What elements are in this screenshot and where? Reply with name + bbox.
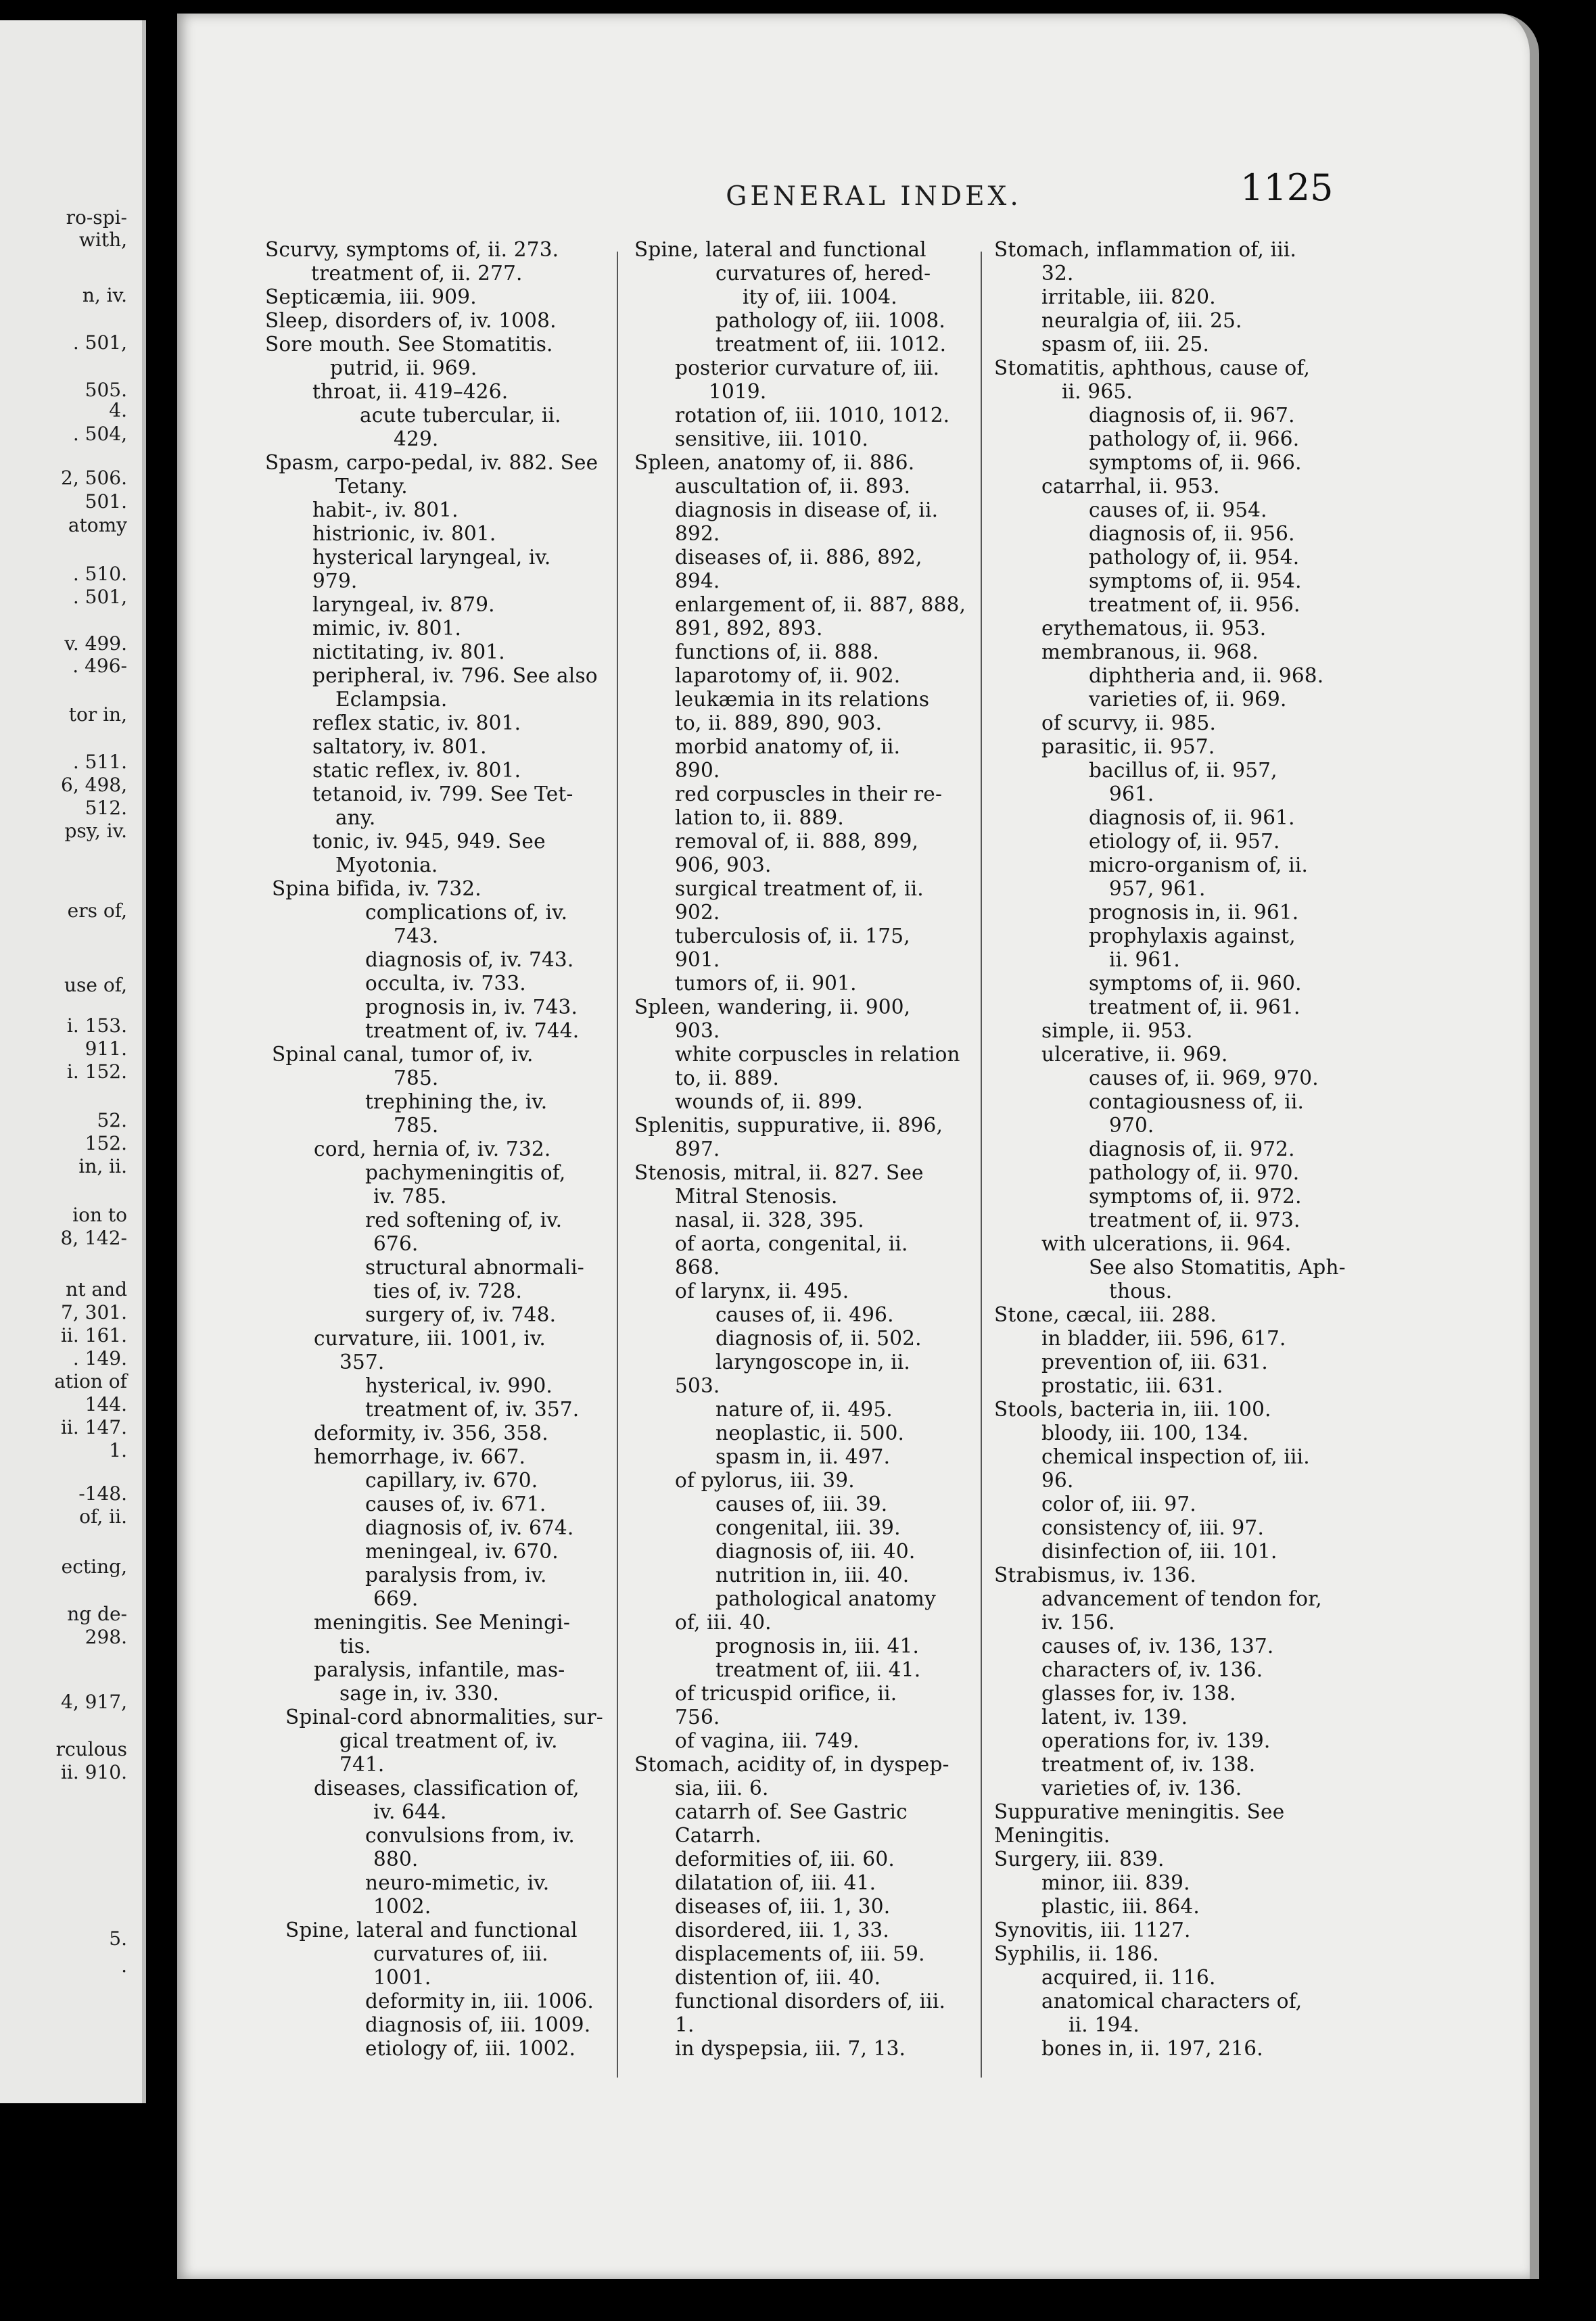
index-entry: to, ii. 889, 890, 903. (675, 711, 883, 734)
index-entry: ii. 961. (1109, 948, 1180, 971)
index-entry: 676. (373, 1232, 419, 1255)
index-entry: complications of, iv. (365, 901, 568, 924)
index-entry: treatment of, ii. 956. (1089, 593, 1300, 616)
facing-page-fragment: ro-spi- (66, 206, 127, 229)
index-entry: white corpuscles in relation (675, 1043, 960, 1066)
index-entry: red corpuscles in their re- (675, 782, 943, 805)
index-entry: diagnosis of, iv. 674. (365, 1516, 574, 1539)
index-entry: surgery of, iv. 748. (365, 1303, 557, 1326)
index-entry: laryngeal, iv. 879. (312, 593, 495, 616)
index-entry: nutrition in, iii. 40. (715, 1564, 910, 1587)
index-entry: 880. (373, 1848, 419, 1871)
index-entry: diagnosis of, ii. 967. (1089, 404, 1295, 427)
index-entry: diagnosis of, iii. 40. (715, 1540, 916, 1563)
index-entry: 890. (675, 759, 720, 782)
facing-page-fragment: i. 152. (66, 1060, 127, 1083)
index-entry: diseases of, iii. 1, 30. (675, 1895, 891, 1918)
index-entry: pachymeningitis of, (365, 1161, 566, 1184)
page-number: 1125 (1240, 166, 1334, 209)
facing-page-fragment: ers of, (67, 899, 127, 922)
index-entry: etiology of, ii. 957. (1089, 830, 1280, 853)
index-entry: deformity, iv. 356, 358. (314, 1422, 548, 1445)
index-entry: functional disorders of, iii. (675, 1990, 946, 2013)
index-entry: tuberculosis of, ii. 175, (675, 924, 910, 947)
facing-page-fragment: in, ii. (78, 1155, 127, 1177)
index-entry: causes of, iv. 136, 137. (1041, 1635, 1274, 1658)
index-entry: Stenosis, mitral, ii. 827. See (634, 1161, 924, 1184)
facing-page-fragment: 52. (97, 1109, 127, 1131)
index-entry: distention of, iii. 40. (675, 1966, 881, 1989)
facing-page-fragment: atomy (68, 514, 127, 536)
index-entry: 741. (339, 1753, 385, 1776)
index-entry: structural abnormali- (365, 1256, 584, 1279)
facing-page-fragment: 4, 917, (61, 1691, 127, 1713)
index-entry: ties of, iv. 728. (373, 1280, 523, 1303)
index-entry: rotation of, iii. 1010, 1012. (675, 404, 950, 427)
facing-page-fragment: . 504, (72, 423, 127, 445)
index-entry: neuralgia of, iii. 25. (1041, 309, 1242, 332)
index-entry: diagnosis of, ii. 502. (715, 1327, 922, 1350)
index-entry: of larynx, ii. 495. (675, 1280, 849, 1303)
index-entry: 897. (675, 1138, 720, 1160)
index-entry: 1019. (709, 380, 767, 403)
facing-page-fragment: 8, 142- (60, 1227, 127, 1249)
index-entry: 96. (1041, 1469, 1074, 1492)
index-entry: advancement of tendon for, (1041, 1587, 1322, 1610)
index-entry: pathology of, ii. 970. (1089, 1161, 1300, 1184)
index-entry: Stomatitis, aphthous, cause of, (994, 356, 1311, 379)
index-entry: glasses for, iv. 138. (1041, 1682, 1236, 1705)
index-entry: 669. (373, 1587, 419, 1610)
index-entry: capillary, iv. 670. (365, 1469, 538, 1492)
index-entry: Septicæmia, iii. 909. (265, 285, 477, 308)
facing-page-fragment: . 496- (72, 655, 127, 677)
index-entry: neoplastic, ii. 500. (715, 1422, 905, 1445)
index-entry: 785. (394, 1066, 439, 1089)
index-entry: treatment of, iii. 1012. (715, 333, 947, 356)
index-entry: Suppurative meningitis. See (994, 1800, 1285, 1823)
index-entry: nature of, ii. 495. (715, 1398, 893, 1421)
index-entry: spasm of, iii. 25. (1041, 333, 1210, 356)
index-entry: 743. (394, 924, 439, 947)
index-entry: Synovitis, iii. 1127. (994, 1919, 1191, 1942)
index-entry: treatment of, iv. 138. (1041, 1753, 1256, 1776)
index-entry: Stomach, acidity of, in dyspep- (634, 1753, 949, 1776)
facing-page-fragment: . 149. (72, 1347, 127, 1369)
index-entry: of vagina, iii. 749. (675, 1729, 860, 1752)
index-entry: paralysis, infantile, mas- (314, 1658, 565, 1681)
index-entry: convulsions from, iv. (365, 1824, 575, 1847)
facing-page-fragment: i. 153. (66, 1014, 127, 1037)
index-entry: prognosis in, ii. 961. (1089, 901, 1299, 924)
index-entry: habit-, iv. 801. (312, 498, 459, 521)
running-title: GENERAL INDEX. (726, 181, 1022, 212)
index-entry: reflex static, iv. 801. (312, 711, 521, 734)
index-entry: 903. (675, 1019, 720, 1042)
index-entry: catarrh of. See Gastric (675, 1800, 908, 1823)
index-entry: Eclampsia. (335, 688, 448, 711)
facing-page-fragment: of, ii. (79, 1505, 127, 1528)
index-entry: ity of, iii. 1004. (743, 285, 897, 308)
index-entry: Syphilis, ii. 186. (994, 1942, 1159, 1965)
facing-page-fragment: ii. 910. (60, 1761, 127, 1783)
index-entry: surgical treatment of, ii. (675, 877, 924, 900)
index-entry: See also Stomatitis, Aph- (1089, 1256, 1346, 1279)
index-entry: Surgery, iii. 839. (994, 1848, 1165, 1871)
index-entry: curvature, iii. 1001, iv. (314, 1327, 546, 1350)
facing-page-fragment: use of, (64, 974, 127, 996)
index-entry: removal of, ii. 888, 899, (675, 830, 919, 853)
facing-page-fragment: with, (78, 229, 127, 251)
facing-page-fragment: 512. (85, 797, 127, 819)
index-entry: trephining the, iv. (365, 1090, 548, 1113)
index-entry: 868. (675, 1256, 720, 1279)
index-entry: pathological anatomy (715, 1587, 936, 1610)
index-entry: Sleep, disorders of, iv. 1008. (265, 309, 557, 332)
index-entry: ii. 965. (1062, 380, 1133, 403)
index-entry: ulcerative, ii. 969. (1041, 1043, 1228, 1066)
index-entry: Strabismus, iv. 136. (994, 1564, 1197, 1587)
index-entry: Scurvy, symptoms of, ii. 273. (265, 238, 559, 261)
index-entry: 32. (1041, 262, 1074, 285)
index-entry: iv. 644. (373, 1800, 447, 1823)
index-entry: acquired, ii. 116. (1041, 1966, 1216, 1989)
index-entry: treatment of, ii. 961. (1089, 995, 1300, 1018)
index-entry: curvatures of, hered- (715, 262, 931, 285)
index-entry: morbid anatomy of, ii. (675, 735, 901, 758)
index-entry: chemical inspection of, iii. (1041, 1445, 1310, 1468)
index-entry: disinfection of, iii. 101. (1041, 1540, 1277, 1563)
index-entry: auscultation of, ii. 893. (675, 475, 911, 498)
index-entry: iv. 785. (373, 1185, 447, 1208)
index-entry: operations for, iv. 139. (1041, 1729, 1271, 1752)
index-entry: diagnosis of, iv. 743. (365, 948, 574, 971)
index-entry: Splenitis, suppurative, ii. 896, (634, 1114, 943, 1137)
index-entry: Spinal-cord abnormalities, sur- (285, 1706, 603, 1729)
index-entry: bacillus of, ii. 957, (1089, 759, 1277, 782)
index-entry: Myotonia. (335, 853, 438, 876)
index-entry: with ulcerations, ii. 964. (1041, 1232, 1292, 1255)
index-entry: catarrhal, ii. 953. (1041, 475, 1220, 498)
index-entry: curvatures of, iii. (373, 1942, 548, 1965)
index-entry: peripheral, iv. 796. See also (312, 664, 598, 687)
index-entry: paralysis from, iv. (365, 1564, 547, 1587)
index-entry: prostatic, iii. 631. (1041, 1374, 1223, 1397)
index-entry: varieties of, iv. 136. (1041, 1777, 1242, 1800)
index-entry: diagnosis of, iii. 1009. (365, 2013, 591, 2036)
index-entry: minor, iii. 839. (1041, 1871, 1190, 1894)
index-entry: 756. (675, 1706, 720, 1729)
facing-page-fragment: 1. (109, 1439, 127, 1461)
index-entry: 503. (675, 1374, 720, 1397)
index-entry: prophylaxis against, (1089, 924, 1296, 947)
index-entry: irritable, iii. 820. (1041, 285, 1216, 308)
index-entry: displacements of, iii. 59. (675, 1942, 925, 1965)
index-entry: tetanoid, iv. 799. See Tet- (312, 782, 573, 805)
index-entry: deformities of, iii. 60. (675, 1848, 895, 1871)
index-entry: Spine, lateral and functional (634, 238, 926, 261)
index-entry: treatment of, ii. 973. (1089, 1209, 1300, 1232)
index-entry: any. (335, 806, 376, 829)
index-entry: bloody, iii. 100, 134. (1041, 1422, 1249, 1445)
index-entry: erythematous, ii. 953. (1041, 617, 1267, 640)
index-entry: Spina bifida, iv. 732. (272, 877, 482, 900)
index-entry: treatment of, iv. 357. (365, 1398, 580, 1421)
facing-page-fragment: 5. (109, 1927, 127, 1950)
index-entry: of tricuspid orifice, ii. (675, 1682, 897, 1705)
index-entry: to, ii. 889. (675, 1066, 780, 1089)
index-entry: prevention of, iii. 631. (1041, 1351, 1268, 1374)
index-entry: Tetany. (335, 475, 408, 498)
index-entry: in bladder, iii. 596, 617. (1041, 1327, 1286, 1350)
index-entry: throat, ii. 419–426. (312, 380, 509, 403)
index-entry: prognosis in, iii. 41. (715, 1635, 920, 1658)
index-entry: consistency of, iii. 97. (1041, 1516, 1265, 1539)
index-entry: treatment of, iii. 41. (715, 1658, 921, 1681)
facing-page-fragment: nt and (66, 1278, 127, 1300)
facing-page-fragment: ation of (54, 1370, 127, 1392)
index-entry: 902. (675, 901, 720, 924)
index-entry: 970. (1109, 1114, 1154, 1137)
facing-page-fragment: ion to (72, 1204, 127, 1226)
index-entry: histrionic, iv. 801. (312, 522, 496, 545)
facing-page-fragment: 7, 301. (61, 1301, 127, 1323)
facing-page-fragment: v. 499. (64, 632, 127, 655)
index-entry: posterior curvature of, iii. (675, 356, 940, 379)
index-entry: contagiousness of, ii. (1089, 1090, 1305, 1113)
index-entry: laryngoscope in, ii. (715, 1351, 911, 1374)
index-entry: symptoms of, ii. 966. (1089, 451, 1302, 474)
index-entry: mimic, iv. 801. (312, 617, 462, 640)
index-entry: sensitive, iii. 1010. (675, 427, 869, 450)
index-entry: characters of, iv. 136. (1041, 1658, 1263, 1681)
index-entry: causes of, ii. 954. (1089, 498, 1267, 521)
index-entry: 961. (1109, 782, 1154, 805)
facing-page-fragment: n, iv. (82, 284, 127, 306)
index-entry: meningeal, iv. 670. (365, 1540, 559, 1563)
index-entry: parasitic, ii. 957. (1041, 735, 1215, 758)
index-entry: cord, hernia of, iv. 732. (314, 1138, 551, 1160)
index-entry: tonic, iv. 945, 949. See (312, 830, 546, 853)
index-entry: 894. (675, 569, 720, 592)
index-entry: diagnosis of, ii. 956. (1089, 522, 1295, 545)
index-entry: anatomical characters of, (1041, 1990, 1302, 2013)
index-entry: diseases, classification of, (314, 1777, 580, 1800)
index-entry: functions of, ii. 888. (675, 640, 880, 663)
index-entry: latent, iv. 139. (1041, 1706, 1188, 1729)
index-entry: of scurvy, ii. 985. (1041, 711, 1217, 734)
index-entry: treatment of, iv. 744. (365, 1019, 580, 1042)
facing-page-fragment: ecting, (61, 1555, 127, 1578)
facing-page-fragment: -148. (78, 1482, 127, 1505)
index-entry: dilatation of, iii. 41. (675, 1871, 876, 1894)
index-entry: 892. (675, 522, 720, 545)
column-rule (617, 252, 618, 2078)
index-entry: Catarrh. (675, 1824, 761, 1847)
index-entry: wounds of, ii. 899. (675, 1090, 863, 1113)
index-entry: hemorrhage, iv. 667. (314, 1445, 526, 1468)
index-entry: treatment of, ii. 277. (311, 262, 523, 285)
index-entry: pathology of, ii. 954. (1089, 546, 1300, 569)
index-entry: 429. (394, 427, 439, 450)
index-entry: gical treatment of, iv. (339, 1729, 558, 1752)
index-entry: pathology of, iii. 1008. (715, 309, 945, 332)
index-entry: laparotomy of, ii. 902. (675, 664, 901, 687)
column-rule (981, 252, 982, 2078)
index-entry: ii. 194. (1069, 2013, 1140, 2036)
index-entry: of aorta, congenital, ii. (675, 1232, 908, 1255)
facing-page-fragment: 505. (85, 379, 127, 401)
index-entry: Spinal canal, tumor of, iv. (272, 1043, 534, 1066)
index-entry: diagnosis of, ii. 961. (1089, 806, 1295, 829)
index-entry: congenital, iii. 39. (715, 1516, 901, 1539)
facing-page-fragment: 2, 506. (61, 467, 127, 489)
index-entry: of pylorus, iii. 39. (675, 1469, 855, 1492)
index-entry: Sore mouth. See Stomatitis. (265, 333, 553, 356)
index-entry: Stools, bacteria in, iii. 100. (994, 1398, 1271, 1421)
facing-page-edge (0, 20, 146, 2103)
index-entry: diagnosis of, ii. 972. (1089, 1138, 1295, 1160)
index-entry: iv. 156. (1041, 1611, 1115, 1634)
index-entry: varieties of, ii. 969. (1089, 688, 1287, 711)
index-entry: tis. (339, 1635, 371, 1658)
index-entry: diseases of, ii. 886, 892, (675, 546, 922, 569)
index-entry: Mitral Stenosis. (675, 1185, 838, 1208)
index-entry: causes of, ii. 969, 970. (1089, 1066, 1319, 1089)
facing-page-fragment: . 511. (72, 751, 127, 773)
index-entry: prognosis in, iv. 743. (365, 995, 578, 1018)
index-entry: causes of, iii. 39. (715, 1493, 888, 1516)
index-entry: causes of, iv. 671. (365, 1493, 546, 1516)
index-entry: spasm in, ii. 497. (715, 1445, 891, 1468)
index-entry: static reflex, iv. 801. (312, 759, 521, 782)
facing-page-fragment: tor in, (68, 703, 127, 726)
index-entry: color of, iii. 97. (1041, 1493, 1196, 1516)
facing-page-fragment: ii. 161. (60, 1324, 127, 1346)
index-entry: tumors of, ii. 901. (675, 972, 857, 995)
index-entry: deformity in, iii. 1006. (365, 1990, 594, 2013)
index-entry: symptoms of, ii. 972. (1089, 1185, 1302, 1208)
index-entry: 979. (312, 569, 358, 592)
index-entry: enlargement of, ii. 887, 888, (675, 593, 966, 616)
facing-page-fragment: 911. (85, 1037, 127, 1060)
index-entry: causes of, ii. 496. (715, 1303, 894, 1326)
index-entry: acute tubercular, ii. (360, 404, 561, 427)
index-entry: in dyspepsia, iii. 7, 13. (675, 2037, 906, 2060)
index-entry: lation to, ii. 889. (675, 806, 844, 829)
facing-page-fragment: 144. (85, 1393, 127, 1415)
index-entry: putrid, ii. 969. (330, 356, 477, 379)
index-entry: sage in, iv. 330. (339, 1682, 500, 1705)
index-entry: 901. (675, 948, 720, 971)
index-entry: diagnosis in disease of, ii. (675, 498, 939, 521)
index-entry: membranous, ii. 968. (1041, 640, 1259, 663)
index-entry: 891, 892, 893. (675, 617, 823, 640)
index-entry: bones in, ii. 197, 216. (1041, 2037, 1263, 2060)
index-entry: symptoms of, ii. 960. (1089, 972, 1302, 995)
facing-page-fragment: 152. (85, 1132, 127, 1154)
facing-page-fragment: psy, iv. (64, 820, 127, 842)
index-entry: micro-organism of, ii. (1089, 853, 1309, 876)
facing-page-fragment: . 501, (72, 331, 127, 354)
index-entry: Spasm, carpo-pedal, iv. 882. See (265, 451, 598, 474)
facing-page-fragment: . 510. (72, 563, 127, 585)
index-entry: etiology of, iii. 1002. (365, 2037, 576, 2060)
index-entry: 1. (675, 2013, 695, 2036)
index-entry: 785. (394, 1114, 439, 1137)
index-entry: 1002. (373, 1895, 431, 1918)
index-entry: leukæmia in its relations (675, 688, 930, 711)
index-entry: thous. (1109, 1280, 1173, 1303)
index-entry: 357. (339, 1351, 385, 1374)
index-entry: nasal, ii. 328, 395. (675, 1209, 864, 1232)
index-entry: disordered, iii. 1, 33. (675, 1919, 889, 1942)
index-entry: occulta, iv. 733. (365, 972, 526, 995)
index-entry: red softening of, iv. (365, 1209, 563, 1232)
facing-page-fragment: ii. 147. (60, 1416, 127, 1438)
index-entry: 906, 903. (675, 853, 772, 876)
index-entry: hysterical laryngeal, iv. (312, 546, 551, 569)
facing-page-fragment: 4. (109, 399, 127, 421)
index-entry: 1001. (373, 1966, 431, 1989)
facing-page-fragment: . 501, (72, 586, 127, 608)
index-entry: Spine, lateral and functional (285, 1919, 578, 1942)
index-entry: hysterical, iv. 990. (365, 1374, 553, 1397)
index-entry: nictitating, iv. 801. (312, 640, 505, 663)
index-entry: pathology of, ii. 966. (1089, 427, 1300, 450)
index-entry: Spleen, wandering, ii. 900, (634, 995, 911, 1018)
index-entry: diphtheria and, ii. 968. (1089, 664, 1324, 687)
index-entry: neuro-mimetic, iv. (365, 1871, 550, 1894)
index-entry: Stomach, inflammation of, iii. (994, 238, 1297, 261)
index-entry: Spleen, anatomy of, ii. 886. (634, 451, 915, 474)
index-entry: 957, 961. (1109, 877, 1206, 900)
facing-page-fragment: . (121, 1954, 127, 1977)
facing-page-fragment: 298. (85, 1626, 127, 1648)
index-entry: Meningitis. (994, 1824, 1110, 1847)
index-entry: of, iii. 40. (675, 1611, 772, 1634)
facing-page-fragment: 6, 498, (61, 774, 127, 796)
index-entry: simple, ii. 953. (1041, 1019, 1193, 1042)
index-entry: Stone, cæcal, iii. 288. (994, 1303, 1217, 1326)
index-entry: saltatory, iv. 801. (312, 735, 487, 758)
facing-page-fragment: 501. (85, 490, 127, 513)
index-entry: plastic, iii. 864. (1041, 1895, 1200, 1918)
index-page (177, 14, 1539, 2279)
index-entry: meningitis. See Meningi- (314, 1611, 571, 1634)
index-entry: sia, iii. 6. (675, 1777, 769, 1800)
facing-page-fragment: ng de- (67, 1603, 127, 1625)
index-entry: symptoms of, ii. 954. (1089, 569, 1302, 592)
facing-page-fragment: rculous (55, 1738, 127, 1760)
